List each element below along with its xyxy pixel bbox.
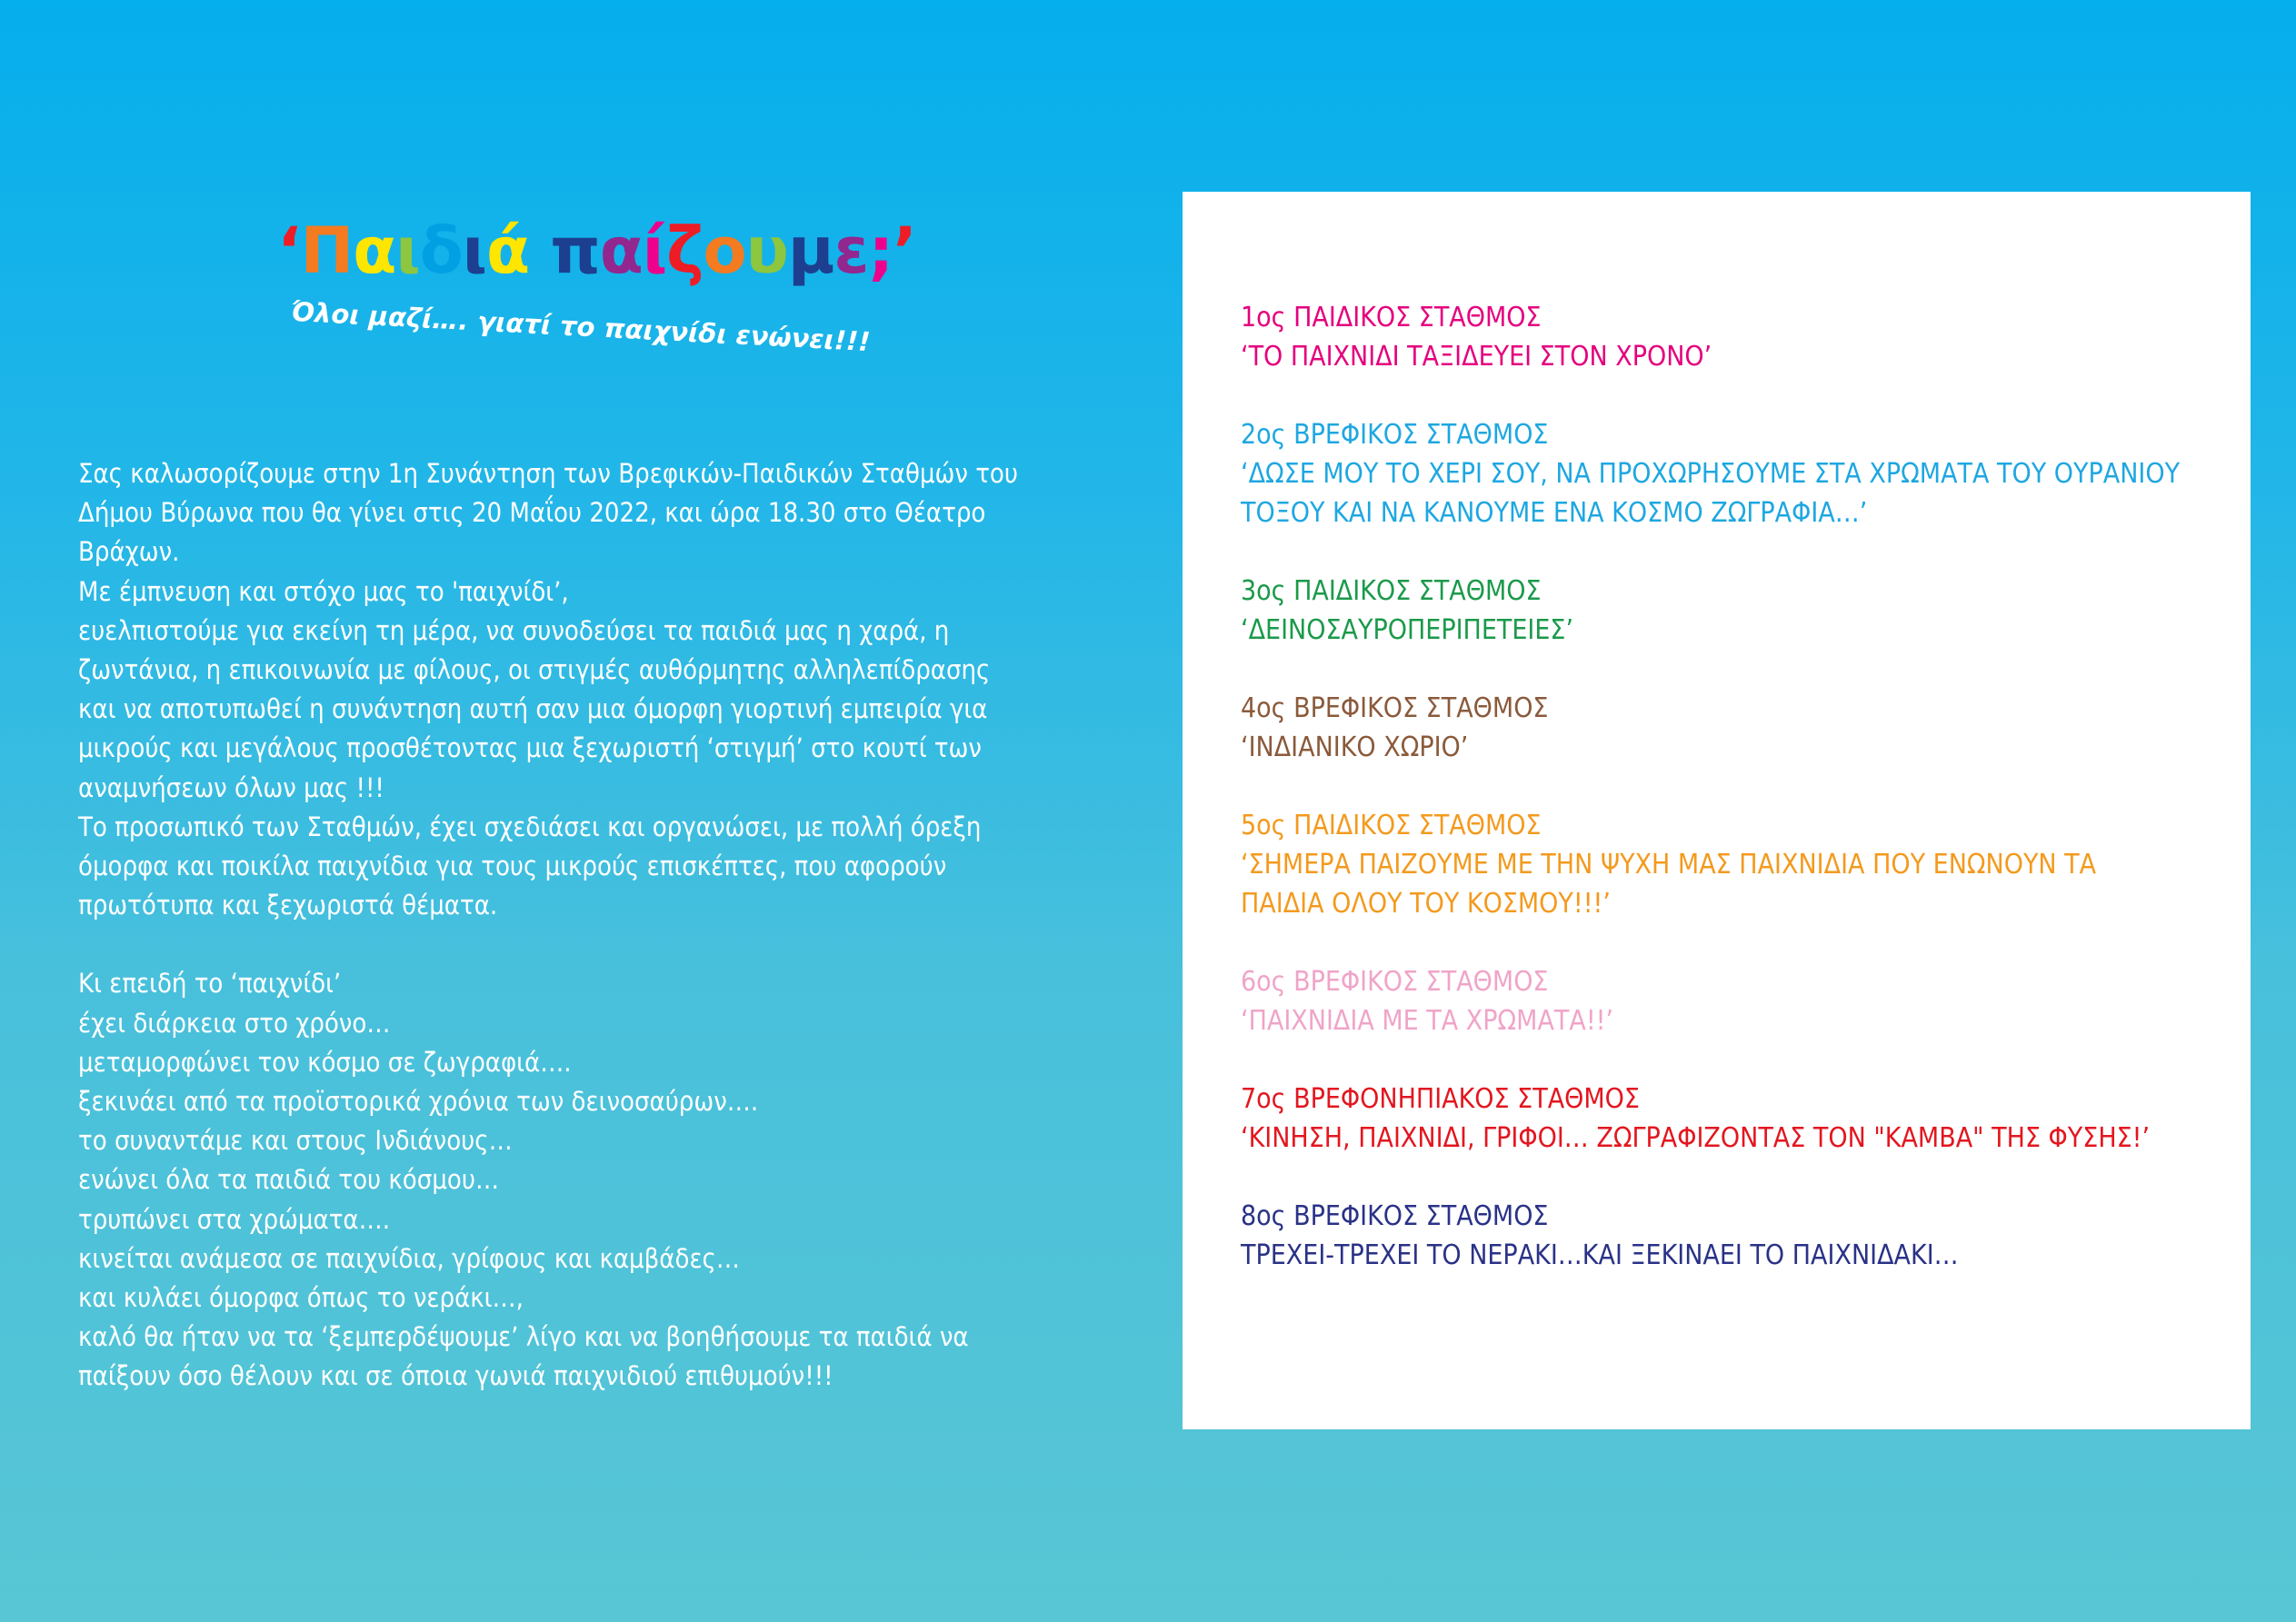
title-letter: ί [642, 214, 667, 288]
title-letter: ι [395, 214, 420, 288]
station-name: 5ος ΠΑΙΔΙΚΟΣ ΣΤΑΘΜΟΣ [1241, 810, 1542, 841]
intro-line: κινείται ανάμεσα σε παιχνίδια, γρίφους και καμβάδες… [78, 1242, 740, 1274]
station-name: 3ος ΠΑΙΔΙΚΟΣ ΣΤΑΘΜΟΣ [1241, 575, 1542, 607]
station-theme: ‘ΔΩΣΕ ΜΟΥ ΤΟ ΧΕΡΙ ΣΟΥ, ΝΑ ΠΡΟΧΩΡΗΣΟΥΜΕ ΣΤΑ ΧΡΩΜΑΤΑ ΤΟΥ ΟΥΡΑΝΙΟΥ [1241, 458, 2181, 490]
station-theme: ‘ΚΙΝΗΣΗ, ΠΑΙΧΝΙΔΙ, ΓΡΙΦΟΙ… ΖΩΓΡΑΦΙΖΟΝΤΑΣ ΤΟΝ "ΚΑΜΒΑ" ΤΗΣ ΦΥΣΗΣ!’ [1241, 1122, 2151, 1154]
intro-line: παίξουν όσο θέλουν και σε όποια γωνιά παιχνιδιού επιθυμούν!!! [78, 1360, 834, 1392]
intro-line: πρωτότυπα και ξεχωριστά θέματα. [78, 890, 498, 921]
intro-line: μικρούς και μεγάλους προσθέτοντας μια ξεχωριστή ‘στιγμή’ στο κουτί των [78, 732, 982, 764]
station-theme: ΤΟΞΟΥ ΚΑΙ ΝΑ ΚΑΝΟΥΜΕ ΕΝΑ ΚΟΣΜΟ ΖΩΓΡΑΦΙΑ…’ [1241, 497, 1868, 529]
title-letter: δ [419, 214, 463, 288]
intro-line: ευελπιστούμε για εκείνη τη μέρα, να συνοδεύσει τα παιδιά μας η χαρά, η [78, 614, 950, 646]
station-name: 1ος ΠΑΙΔΙΚΟΣ ΣΤΑΘΜΟΣ [1241, 302, 1542, 333]
station-entry [1241, 572, 1573, 650]
station-name: 4ος ΒΡΕΦΙΚΟΣ ΣΤΑΘΜΟΣ [1241, 692, 1549, 724]
intro-line: Βράχων. [78, 536, 180, 568]
station-theme: ΠΑΙΔΙΑ ΟΛΟΥ ΤΟΥ ΚΟΣΜΟΥ!!!’ [1241, 888, 1611, 920]
title-letter: υ [745, 214, 788, 288]
station-theme: ‘ΔΕΙΝΟΣΑΥΡΟΠΕΡΙΠΕΤΕΙΕΣ’ [1241, 614, 1574, 646]
station-entry [1241, 806, 2096, 923]
intro-text [78, 454, 1105, 1397]
intro-line: Με έμπνευση και στόχο μας το 'παιχνίδι’, [78, 575, 569, 607]
intro-line: Το προσωπικό των Σταθμών, έχει σχεδιάσει και οργανώσει, με πολλή όρεξη [78, 811, 982, 842]
title-letter: π [550, 214, 600, 288]
intro-line: ενώνει όλα τα παιδιά του κόσμου… [78, 1164, 500, 1196]
title-letter: ‘ [277, 214, 301, 288]
title-letter: ε [834, 214, 869, 288]
intro-line: καλό θα ήταν να τα ‘ξεμπερδέψουμε’ λίγο και να βοηθήσουμε τα παιδιά να [78, 1321, 969, 1353]
station-theme: ‘ΙΝΔΙΑΝΙΚΟ ΧΩΡΙΟ’ [1241, 731, 1469, 763]
station-entry [1241, 415, 2180, 532]
intro-line: μεταμορφώνει τον κόσμο σε ζωγραφιά…. [78, 1046, 572, 1078]
title-letter: ; [868, 214, 893, 288]
title-letter: ο [703, 214, 746, 288]
intro-line: έχει διάρκεια στο χρόνο… [78, 1007, 391, 1039]
title-letter: μ [787, 214, 834, 288]
station-name: 6ος ΒΡΕΦΙΚΟΣ ΣΤΑΘΜΟΣ [1241, 966, 1549, 998]
title-letter: α [353, 214, 396, 288]
station-name: 7ος ΒΡΕΦΟΝΗΠΙΑΚΟΣ ΣΤΑΘΜΟΣ [1241, 1083, 1640, 1115]
intro-line: τρυπώνει στα χρώματα…. [78, 1203, 391, 1235]
intro-line: ξεκινάει από τα προϊστορικά χρόνια των δεινοσαύρων…. [78, 1086, 759, 1117]
title-letter: ι [462, 214, 486, 288]
title-letter: ’ [893, 214, 916, 288]
intro-blank-line [78, 925, 1105, 964]
intro-line: Κι επειδή το ‘παιχνίδι’ [78, 968, 342, 1000]
intro-line: και κυλάει όμορφα όπως το νεράκι…, [78, 1281, 524, 1313]
title-letter: ά [485, 214, 530, 288]
station-theme: ΤΡΕΧΕΙ-ΤΡΕΧΕΙ ΤΟ ΝΕΡΑΚΙ…ΚΑΙ ΞΕΚΙΝΑΕΙ ΤΟ ΠΑΙΧΝΙΔΑΚΙ… [1241, 1239, 1959, 1271]
station-entry [1241, 1197, 1959, 1275]
intro-line: αναμνήσεων όλων μας !!! [78, 771, 384, 803]
station-entry [1241, 689, 1548, 767]
station-theme: ‘ΤΟ ΠΑΙΧΝΙΔΙ ΤΑΞΙΔΕΥΕΙ ΣΤΟΝ ΧΡΟΝΟ’ [1241, 341, 1712, 373]
intro-line: ζωντάνια, η επικοινωνία με φίλους, οι στιγμές αυθόρμητης αλληλεπίδρασης [78, 653, 991, 685]
intro-line: και να αποτυπωθεί η συνάντηση αυτή σαν μια όμορφη γιορτινή εμπειρία για [78, 693, 988, 725]
station-entry [1241, 298, 1712, 376]
title-letter: α [599, 214, 643, 288]
page-title [277, 214, 916, 288]
intro-line: Σας καλωσορίζουμε στην 1η Συνάντηση των Βρεφικών-Παιδικών Σταθμών του [78, 458, 1018, 489]
title-letter: ζ [666, 214, 704, 288]
title-letter: Π [300, 214, 354, 288]
station-theme: ‘ΠΑΙΧΝΙΔΙΑ ΜΕ ΤΑ ΧΡΩΜΑΤΑ!!’ [1241, 1005, 1614, 1037]
title-letter [529, 214, 550, 288]
station-name: 2ος ΒΡΕΦΙΚΟΣ ΣΤΑΘΜΟΣ [1241, 419, 1549, 451]
intro-line: το συναντάμε και στους Ινδιάνους… [78, 1125, 513, 1157]
station-entry [1241, 962, 1613, 1040]
subtitle: Όλοι μαζί…. γιατί το παιχνίδι ενώνει!!! [290, 295, 872, 358]
intro-line: όμορφα και ποικίλα παιχνίδια για τους μικρούς επισκέπτες, που αφορούν [78, 850, 947, 881]
station-entry [1241, 1080, 2150, 1158]
stations-panel [1183, 192, 2251, 1429]
station-name: 8ος ΒΡΕΦΙΚΟΣ ΣΤΑΘΜΟΣ [1241, 1200, 1549, 1232]
intro-line: Δήμου Βύρωνα που θα γίνει στις 20 Μαΐου 2022, και ώρα 18.30 στο Θέατρο [78, 497, 986, 529]
station-theme: ‘ΣΗΜΕΡΑ ΠΑΙΖΟΥΜΕ ΜΕ ΤΗΝ ΨΥΧΗ ΜΑΣ ΠΑΙΧΝΙΔΙΑ ΠΟΥ ΕΝΩΝΟΥΝ ΤΑ [1241, 849, 2097, 881]
